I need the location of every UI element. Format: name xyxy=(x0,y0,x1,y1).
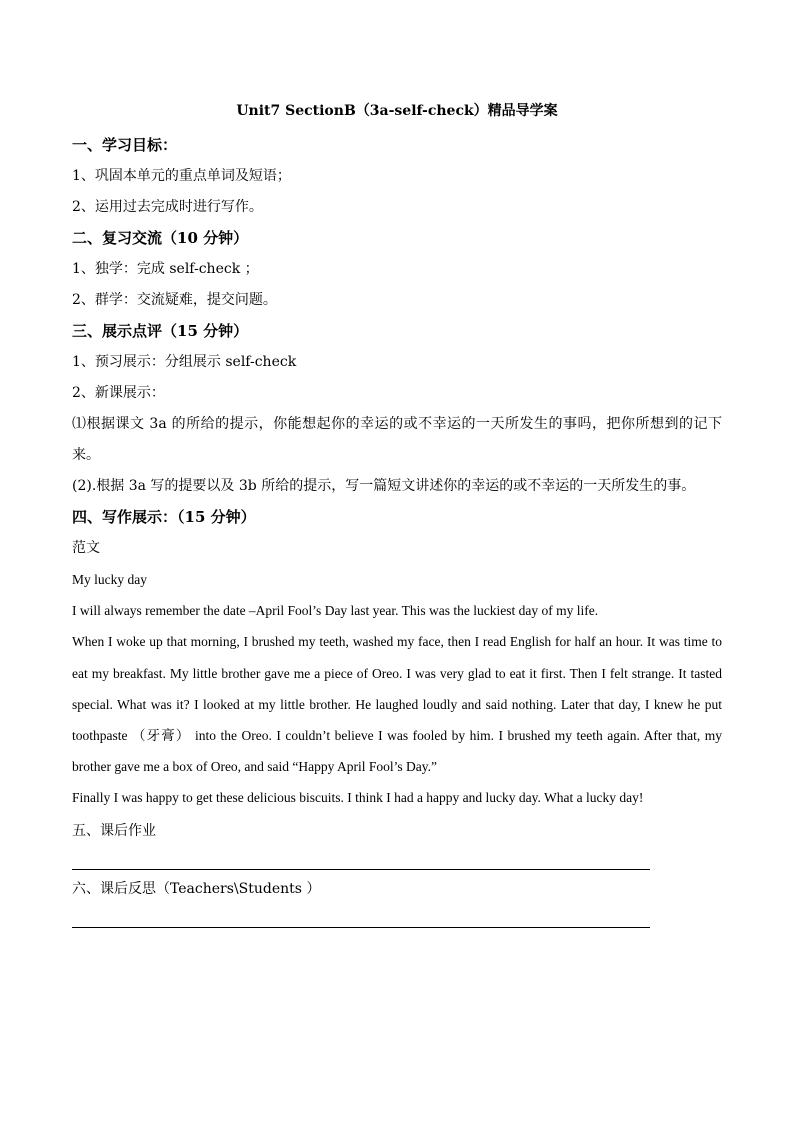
answer-line xyxy=(72,927,650,928)
task-instruction-2: (2).根据 3a 写的提要以及 3b 所给的提示，写一篇短文讲述你的幸运的或不幸运的一天所发生的事。 xyxy=(72,478,696,494)
essay-title: My lucky day xyxy=(72,572,147,587)
section-heading-presentation: 三、展示点评（15 分钟） xyxy=(72,322,249,340)
section-heading-writing: 四、写作展示：（15 分钟） xyxy=(72,508,256,526)
section-heading-homework: 五、课后作业 xyxy=(72,822,156,839)
task-instruction-1: ⑴根据课文 3a 的所给的提示，你能想起你的幸运的或不幸运的一天所发生的事吗，把你所想到的记下来。 xyxy=(72,416,722,463)
section-heading-reflection: 六、课后反思（Teachers\Students ） xyxy=(72,880,321,897)
section-heading-review: 二、复习交流（10 分钟） xyxy=(72,229,249,247)
document-body xyxy=(72,130,722,944)
answer-line xyxy=(72,869,650,870)
goal-item: 1、巩固本单元的重点单词及短语； xyxy=(72,168,291,184)
goal-item: 2、运用过去完成时进行写作。 xyxy=(72,199,263,215)
essay-paragraph: I will always remember the date –April Fool’s Day last year. This was the luckiest day of my life. xyxy=(72,603,599,619)
presentation-item: 2、新课展示： xyxy=(72,385,165,401)
sample-label: 范文 xyxy=(72,540,100,556)
essay-paragraph: Finally I was happy to get these delicious biscuits. I think I had a happy and lucky day. What a lucky day! xyxy=(72,790,644,806)
section-heading-goals: 一、学习目标： xyxy=(72,136,178,154)
essay-paragraph: When I woke up that morning, I brushed my teeth, washed my face, then I read English for half an hour. It was time to eat my breakfast. My little brother gave me a piece of Oreo. I was very glad to eat it first. Then I felt strange. It tasted special. What was it? I looked at my little brother. He laughed loudly and said nothing. Later that day, I knew he put toothpaste （牙膏） into the Oreo. I couldn’t believe I was fooled by him. I brushed my teeth again. After that, my brother gave me a box of Oreo, and said “Happy April Fool’s Day.” xyxy=(72,634,722,775)
presentation-item: 1、预习展示：分组展示 self-check xyxy=(72,354,297,370)
review-item: 1、独学：完成 self-check ； xyxy=(72,261,259,277)
review-item: 2、群学：交流疑难，提交问题。 xyxy=(72,292,277,308)
document-title: Unit7 SectionB（3a-self-check）精品导学案 xyxy=(236,103,558,119)
